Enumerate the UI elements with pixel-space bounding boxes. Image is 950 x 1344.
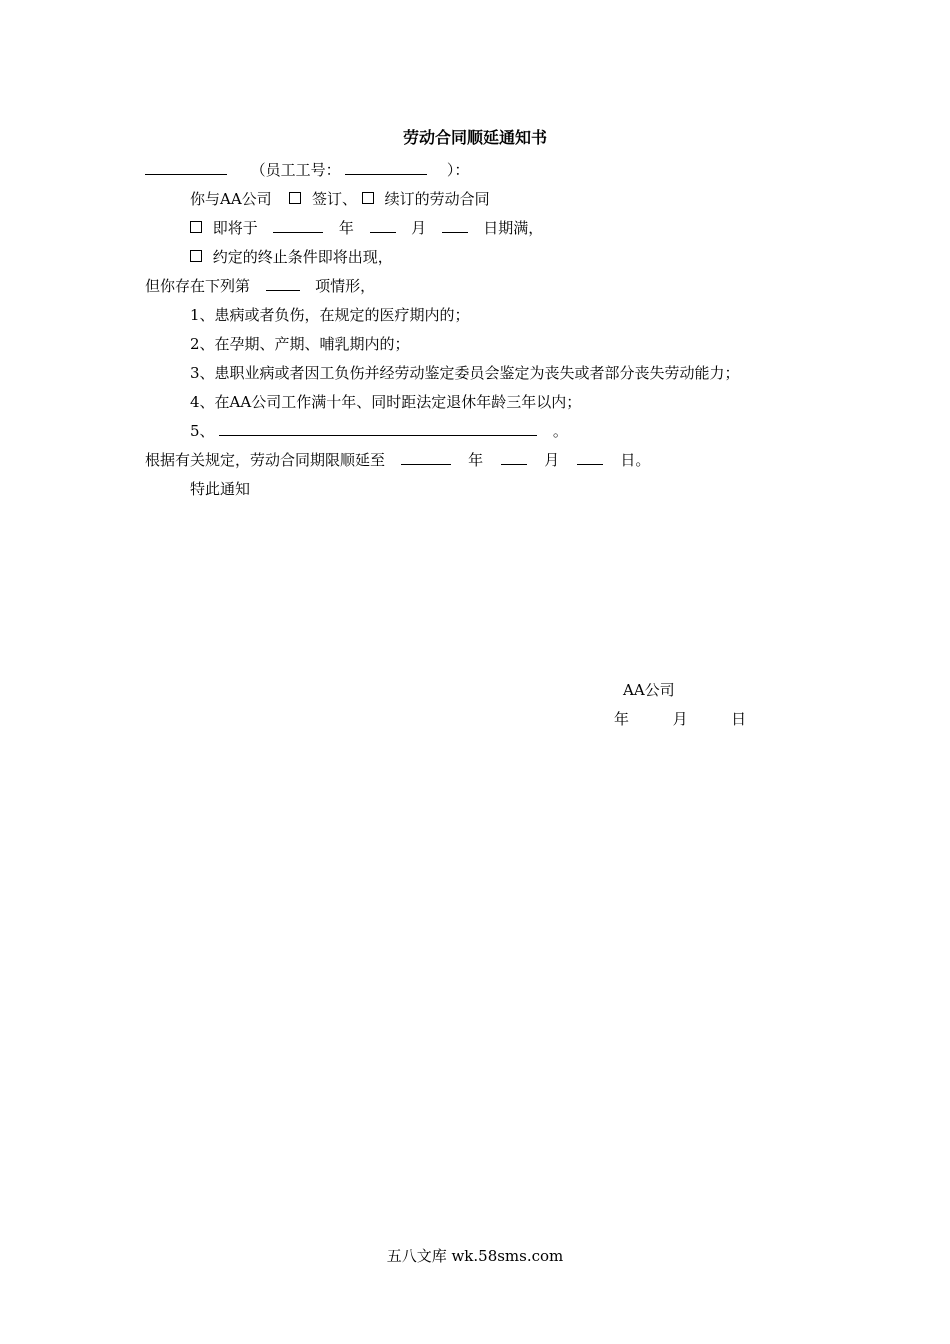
condition-lead-text: 但你存在下列第 (145, 277, 251, 295)
extension-text: 根据有关规定，劳动合同期限顺延至 (145, 451, 386, 469)
extension-day-blank[interactable] (577, 450, 603, 465)
extension-month-label: 月 (544, 451, 560, 469)
intro-line (190, 189, 490, 209)
footer-site-text: 五八文库 wk.58sms.com (386, 1247, 564, 1265)
signature-day-label: 日 (731, 710, 747, 728)
extension-line (145, 450, 650, 470)
item5-blank[interactable] (219, 421, 537, 436)
extension-day-label: 日。 (620, 451, 651, 469)
item5-suffix: 。 (552, 422, 568, 440)
addressee-paren-open: （员工工号： (250, 161, 341, 179)
closing-line: 特此通知 (190, 480, 251, 498)
item5-prefix: 5、 (190, 422, 215, 440)
signature-year-label: 年 (614, 710, 630, 728)
signed-checkbox[interactable] (289, 192, 301, 204)
employee-id-blank[interactable] (345, 160, 427, 175)
addressee-paren-close: ）： (446, 161, 470, 179)
condition-item-5 (190, 421, 568, 441)
condition-lead-suffix: 项情形， (315, 277, 376, 295)
expiry-text: 即将于 (212, 219, 258, 237)
extension-year-label: 年 (468, 451, 484, 469)
notice-title: 劳动合同顺延通知书 (402, 128, 547, 147)
employee-name-blank[interactable] (145, 160, 227, 175)
condition-item-1: 1、患病或者负伤，在规定的医疗期内的； (190, 306, 470, 324)
expiry-month-blank[interactable] (370, 218, 396, 233)
expiry-day-suffix: 日期满， (483, 219, 544, 237)
condition-item-2: 2、在孕期、产期、哺乳期内的； (190, 335, 410, 353)
condition-item-3: 3、患职业病或者因工负伤并经劳动鉴定委员会鉴定为丧失或者部分丧失劳动能力； (190, 364, 740, 382)
expiry-checkbox[interactable] (190, 221, 202, 233)
condition-lead-line (145, 276, 375, 296)
extension-year-blank[interactable] (401, 450, 451, 465)
signature-company: AA公司 (623, 681, 675, 699)
expiry-year-blank[interactable] (273, 218, 323, 233)
condition-item-4: 4、在AA公司工作满十年、同时距法定退休年龄三年以内； (190, 393, 582, 411)
intro-option-renewed: 续订的劳动合同 (384, 190, 490, 208)
expiry-month-label: 月 (411, 219, 427, 237)
signature-month-label: 月 (672, 710, 688, 728)
extension-month-blank[interactable] (501, 450, 527, 465)
addressee-line (145, 160, 469, 180)
expiry-day-blank[interactable] (442, 218, 468, 233)
intro-option-signed: 签订、 (312, 190, 358, 208)
intro-prefix: 你与AA公司 (190, 190, 272, 208)
signature-date (614, 709, 746, 729)
expiry-line (190, 218, 543, 238)
termination-line (190, 247, 393, 267)
termination-checkbox[interactable] (190, 250, 202, 262)
condition-number-blank[interactable] (266, 276, 300, 291)
termination-text: 约定的终止条件即将出现， (212, 248, 393, 266)
expiry-year-label: 年 (338, 219, 354, 237)
renewed-checkbox[interactable] (362, 192, 374, 204)
